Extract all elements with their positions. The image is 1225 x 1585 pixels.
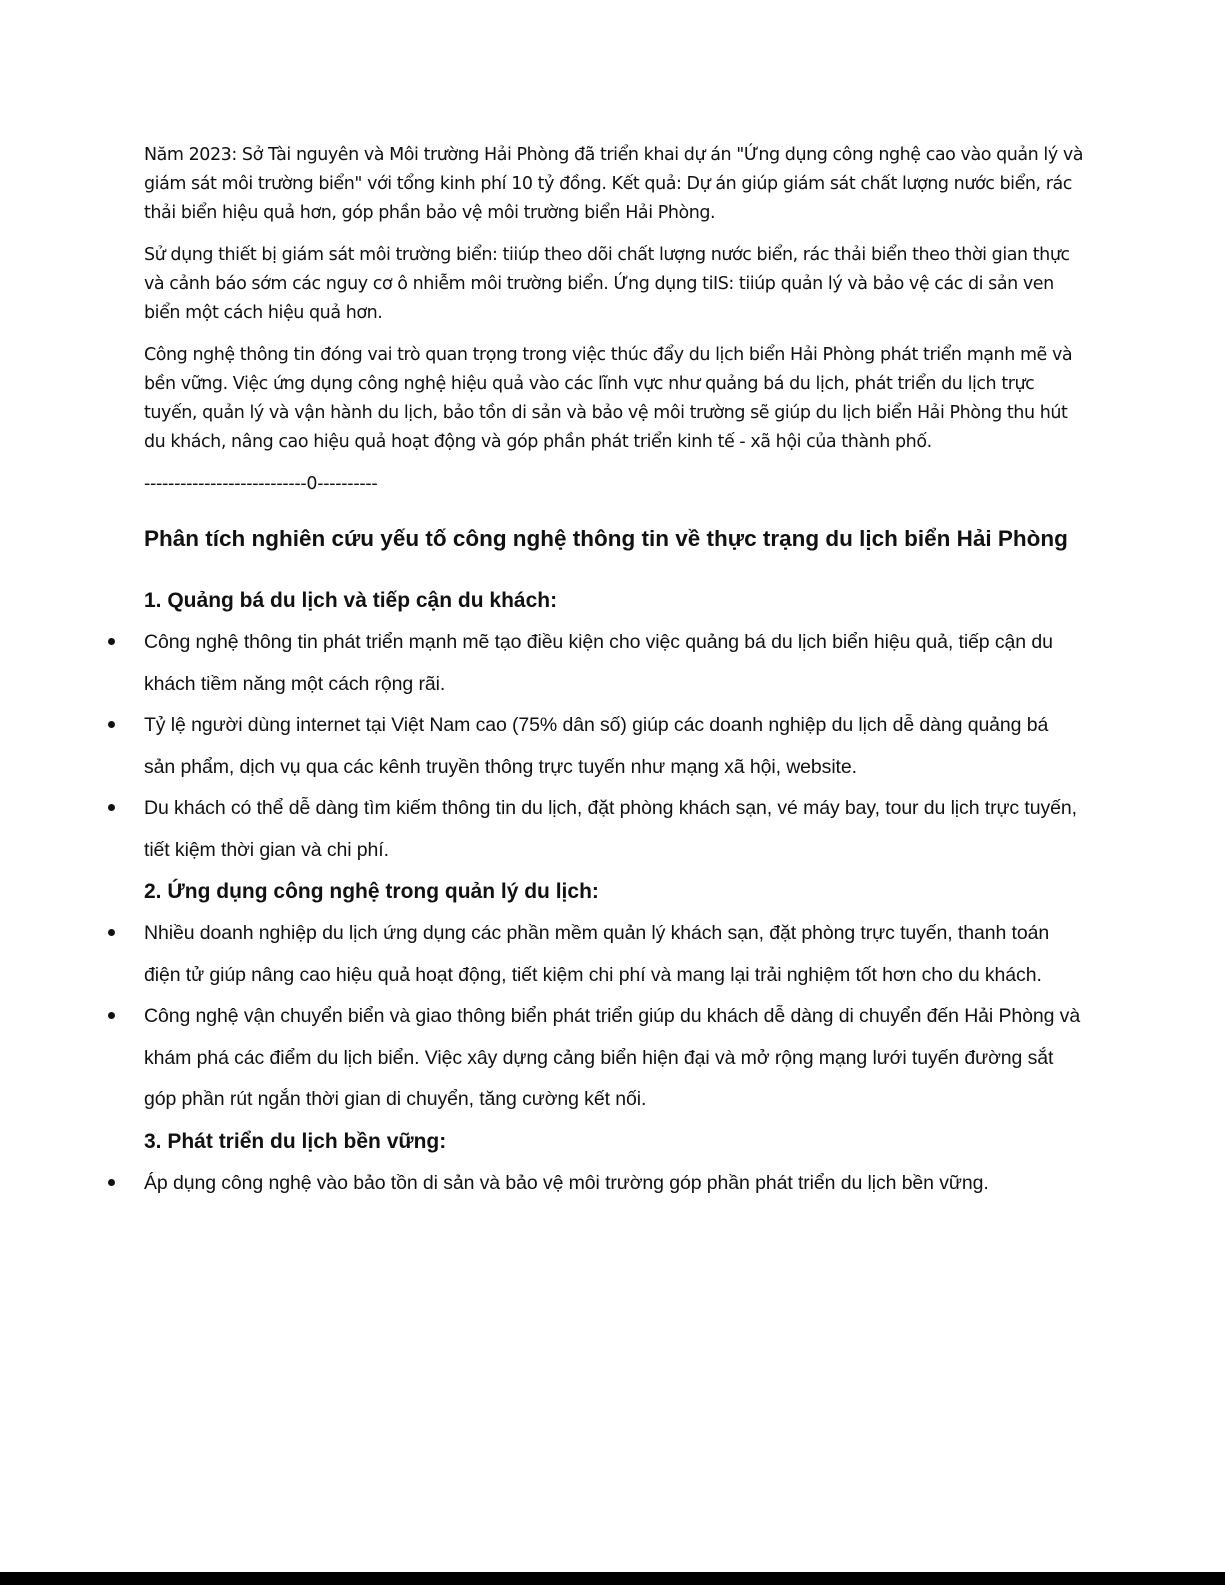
bullet-text: Nhiều doanh nghiệp du lịch ứng dụng các phần mềm quản lý khách sạn, đặt phòng trực tuyến, thanh toán điện tử giúp nâng cao hiệu quả hoạt động, tiết kiệm chi phí và mang lại trải nghiệm tốt hơn cho du khách. <box>144 922 1050 986</box>
bullet-icon <box>108 804 115 811</box>
bullet-text: Tỷ lệ người dùng internet tại Việt Nam cao (75% dân số) giúp các doanh nghiệp du lịch dễ dàng quảng bá sản phẩm, dịch vụ qua các kênh truyền thông trực tuyến như mạng xã hội, website. <box>144 714 1049 778</box>
bullet-text: Du khách có thể dễ dàng tìm kiếm thông tin du lịch, đặt phòng khách sạn, vé máy bay, tour du lịch trực tuyến, tiết kiệm thời gian và chi phí. <box>144 797 1077 861</box>
bullet-text: Công nghệ vận chuyển biển và giao thông biển phát triển giúp du khách dễ dàng di chuyển đến Hải Phòng và khám phá các điểm du lịch biển. Việc xây dựng cảng biển hiện đại và mở rộng mạng lưới tuyến đường sắt góp phần rút ngắn thời gian di chuyển, tăng cường kết nối. <box>144 1005 1081 1110</box>
list-item <box>144 622 1084 705</box>
page-bottom-border <box>0 1572 1225 1585</box>
bullet-icon <box>108 1012 115 1019</box>
section-title-sustainable: 3. Phát triển du lịch bền vững: <box>144 1129 447 1153</box>
list-item <box>144 1163 1084 1205</box>
bullet-icon <box>108 638 115 645</box>
analysis-title: Phân tích nghiên cứu yếu tố công nghệ thông tin về thực trạng du lịch biển Hải Phòng <box>144 526 1068 551</box>
bullet-icon <box>108 721 115 728</box>
page-content <box>144 141 1084 1204</box>
section-title-promotion: 1. Quảng bá du lịch và tiếp cận du khách: <box>144 589 558 612</box>
bullet-list-sustainable <box>144 1163 1084 1205</box>
paragraph-monitoring-devices: Sử dụng thiết bị giám sát môi trường biển: tiiúp theo dõi chất lượng nước biển, rác thải biển theo thời gian thực và cảnh báo sớm các nguy cơ ô nhiễm môi trường biển. Ứng dụng tiIS: tiiúp quản lý và bảo vệ các di sản ven biển một cách hiệu quả hơn. <box>144 245 1070 323</box>
list-item <box>144 996 1084 1121</box>
list-item <box>144 913 1084 996</box>
section-divider: ---------------------------0---------- <box>144 474 378 494</box>
section-title-management: 2. Ứng dụng công nghệ trong quản lý du lịch: <box>144 880 599 903</box>
list-item <box>144 788 1084 871</box>
bullet-list-promotion <box>144 622 1084 871</box>
bullet-icon <box>108 929 115 936</box>
list-item <box>144 705 1084 788</box>
paragraph-project-2023: Năm 2023: Sở Tài nguyên và Môi trường Hải Phòng đã triển khai dự án "Ứng dụng công nghệ cao vào quản lý và giám sát môi trường biển" với tổng kinh phí 10 tỷ đồng. Kết quả: Dự án giúp giám sát chất lượng nước biển, rác thải biển hiệu quả hơn, góp phần bảo vệ môi trường biển Hải Phòng. <box>144 145 1084 223</box>
paragraph-conclusion: Công nghệ thông tin đóng vai trò quan trọng trong việc thúc đẩy du lịch biển Hải Phòng phát triển mạnh mẽ và bền vững. Việc ứng dụng công nghệ hiệu quả vào các lĩnh vực như quảng bá du lịch, phát triển du lịch trực tuyến, quản lý và vận hành du lịch, bảo tồn di sản và bảo vệ môi trường sẽ giúp du lịch biển Hải Phòng thu hút du khách, nâng cao hiệu quả hoạt động và góp phần phát triển kinh tế - xã hội của thành phố. <box>144 345 1073 452</box>
bullet-icon <box>108 1179 115 1186</box>
bullet-text: Áp dụng công nghệ vào bảo tồn di sản và bảo vệ môi trường góp phần phát triển du lịch bền vững. <box>144 1171 989 1194</box>
bullet-text: Công nghệ thông tin phát triển mạnh mẽ tạo điều kiện cho việc quảng bá du lịch biển hiệu quả, tiếp cận du khách tiềm năng một cách rộng rãi. <box>144 631 1053 695</box>
bullet-list-management <box>144 913 1084 1121</box>
